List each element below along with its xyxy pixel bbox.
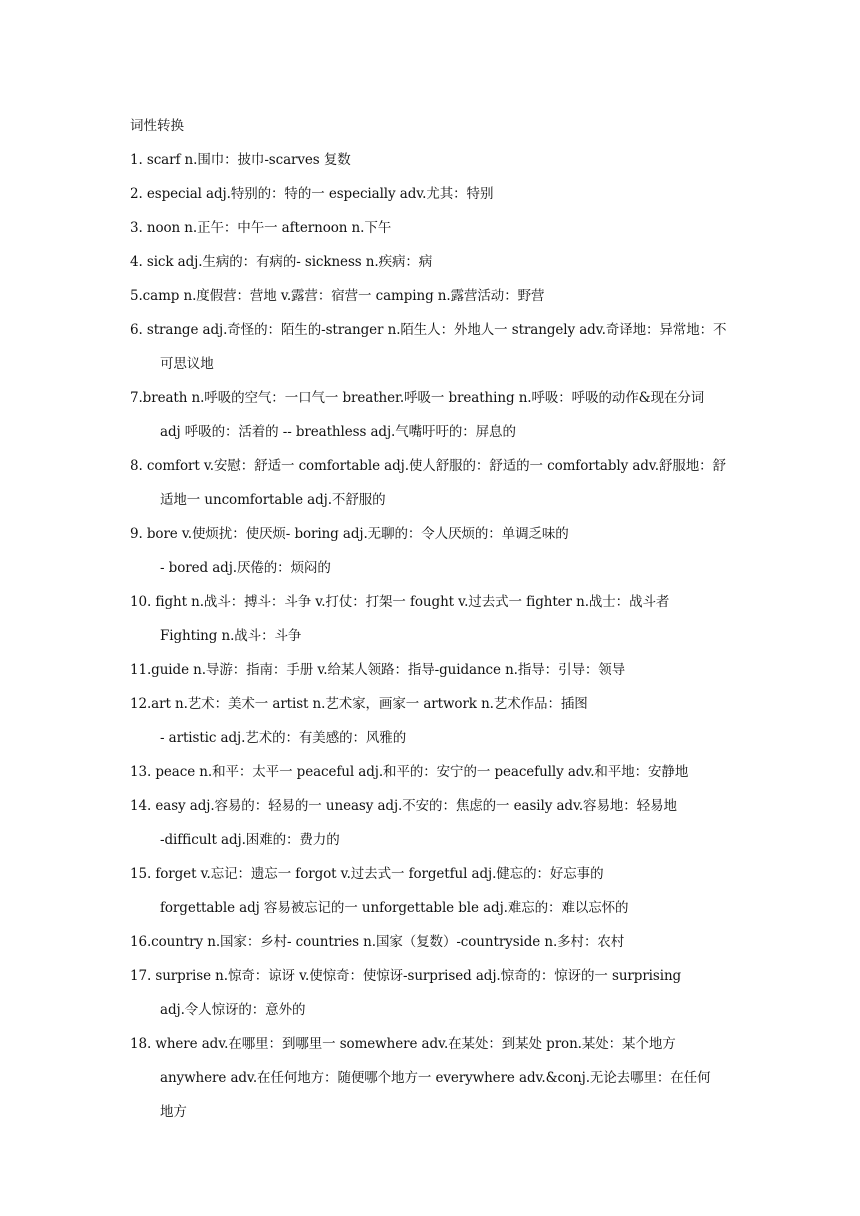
- vocab-entry: [130, 789, 740, 857]
- vocab-entry: [130, 313, 740, 381]
- vocab-entry-line: 16.country n.国家：乡村- countries n.国家（复数）-countryside n.多村：农村: [130, 934, 625, 950]
- vocab-entry: [130, 177, 740, 211]
- vocab-entry-line: 17. surprise n.惊奇：谅讶 v.使惊奇：使惊讶-surprised adj.惊奇的：惊讶的一 surprising: [130, 968, 682, 984]
- vocab-entry: [130, 653, 740, 687]
- vocab-entry-continuation: Fighting n.战斗：斗争: [160, 628, 302, 644]
- vocab-entry: [130, 245, 740, 279]
- vocab-entry-line: 6. strange adj.奇怪的：陌生的-stranger n.陌生人：外地人一 strangely adv.奇译地：异常地：不: [130, 322, 727, 338]
- vocab-entry: [130, 925, 740, 959]
- vocab-entry: [130, 143, 740, 177]
- vocab-entry-line: 7.breath n.呼吸的空气：一口气一 breather.呼吸一 breathing n.呼吸：呼吸的动作&现在分词: [130, 390, 705, 406]
- vocab-entry-line: 8. comfort v.安慰：舒适一 comfortable adj.使人舒服的：舒适的一 comfortably adv.舒服地：舒: [130, 458, 726, 474]
- vocab-entry-continuation: 地方: [160, 1104, 187, 1120]
- vocab-entry: [130, 755, 740, 789]
- vocab-entry: [130, 279, 740, 313]
- vocab-entry: [130, 211, 740, 245]
- vocab-entry-line: 3. noon n.正午：中午一 afternoon n.下午: [130, 220, 392, 236]
- vocab-entry: [130, 1027, 740, 1129]
- vocab-entry-continuation: forgettable adj 容易被忘记的一 unforgettable ble adj.难忘的：难以忘怀的: [160, 900, 629, 916]
- vocab-entry: [130, 959, 740, 1027]
- vocab-entry-line: 10. fight n.战斗：搏斗：斗争 v.打仗：打架一 fought v.过去式一 fighter n.战士：战斗者: [130, 594, 670, 610]
- vocab-entry-line: 14. easy adj.容易的：轻易的一 uneasy adj.不安的：焦虑的一 easily adv.容易地：轻易地: [130, 798, 677, 814]
- vocab-entry-continuation: -difficult adj.困难的：费力的: [160, 832, 340, 848]
- vocab-entry-line: 9. bore v.使烦扰：使厌烦- boring adj.无聊的：令人厌烦的：单调乏味的: [130, 526, 569, 542]
- vocab-entry: [130, 449, 740, 517]
- document-title: 词性转换: [130, 118, 184, 134]
- vocab-entry: [130, 585, 740, 653]
- vocab-entry-line: 1. scarf n.围巾：披巾-scarves 复数: [130, 152, 351, 168]
- vocab-entry: [130, 857, 740, 925]
- vocab-entry-line: 4. sick adj.生病的：有病的- sickness n.疾病：病: [130, 254, 433, 270]
- vocab-entry: [130, 687, 740, 755]
- vocab-entry: [130, 517, 740, 585]
- vocab-entry-line: 18. where adv.在哪里：到哪里一 somewhere adv.在某处：到某处 pron.某处：某个地方: [130, 1036, 676, 1052]
- vocab-entry-continuation: - artistic adj.艺术的：有美感的：风雅的: [160, 730, 407, 746]
- vocab-entry-continuation: 适地一 uncomfortable adj.不舒服的: [160, 492, 386, 508]
- vocab-entry-line: 5.camp n.度假营：营地 v.露营：宿营一 camping n.露营活动：野营: [130, 288, 545, 304]
- vocab-entry-continuation: - bored adj.厌倦的：烦闷的: [160, 560, 331, 576]
- vocab-entry-continuation: anywhere adv.在任何地方：随便哪个地方一 everywhere adv.&conj.无论去哪里：在任何: [160, 1070, 711, 1086]
- vocab-entry-continuation: adj.令人惊讶的：意外的: [160, 1002, 306, 1018]
- vocab-entry-line: 15. forget v.忘记：遗忘一 forgot v.过去式一 forgetful adj.健忘的：好忘事的: [130, 866, 604, 882]
- vocab-entry-continuation: adj 呼吸的：活着的 -- breathless adj.气嘴吁吁的：屏息的: [160, 424, 516, 440]
- vocab-entry-continuation: 可思议地: [160, 356, 214, 372]
- vocab-entry-line: 2. especial adj.特别的：特的一 especially adv.尤其：特别: [130, 186, 494, 202]
- vocab-entry-line: 11.guide n.导游：指南：手册 v.给某人领路：指导-guidance n.指导：引导：领导: [130, 662, 626, 678]
- document-body: [130, 109, 740, 1129]
- vocab-entry-line: 13. peace n.和平：太平一 peaceful adj.和平的：安宁的一 peacefully adv.和平地：安静地: [130, 764, 689, 780]
- vocab-entry-line: 12.art n.艺术：美术一 artist n.艺术家，画家一 artwork n.艺术作品：插图: [130, 696, 588, 712]
- vocab-entry: [130, 381, 740, 449]
